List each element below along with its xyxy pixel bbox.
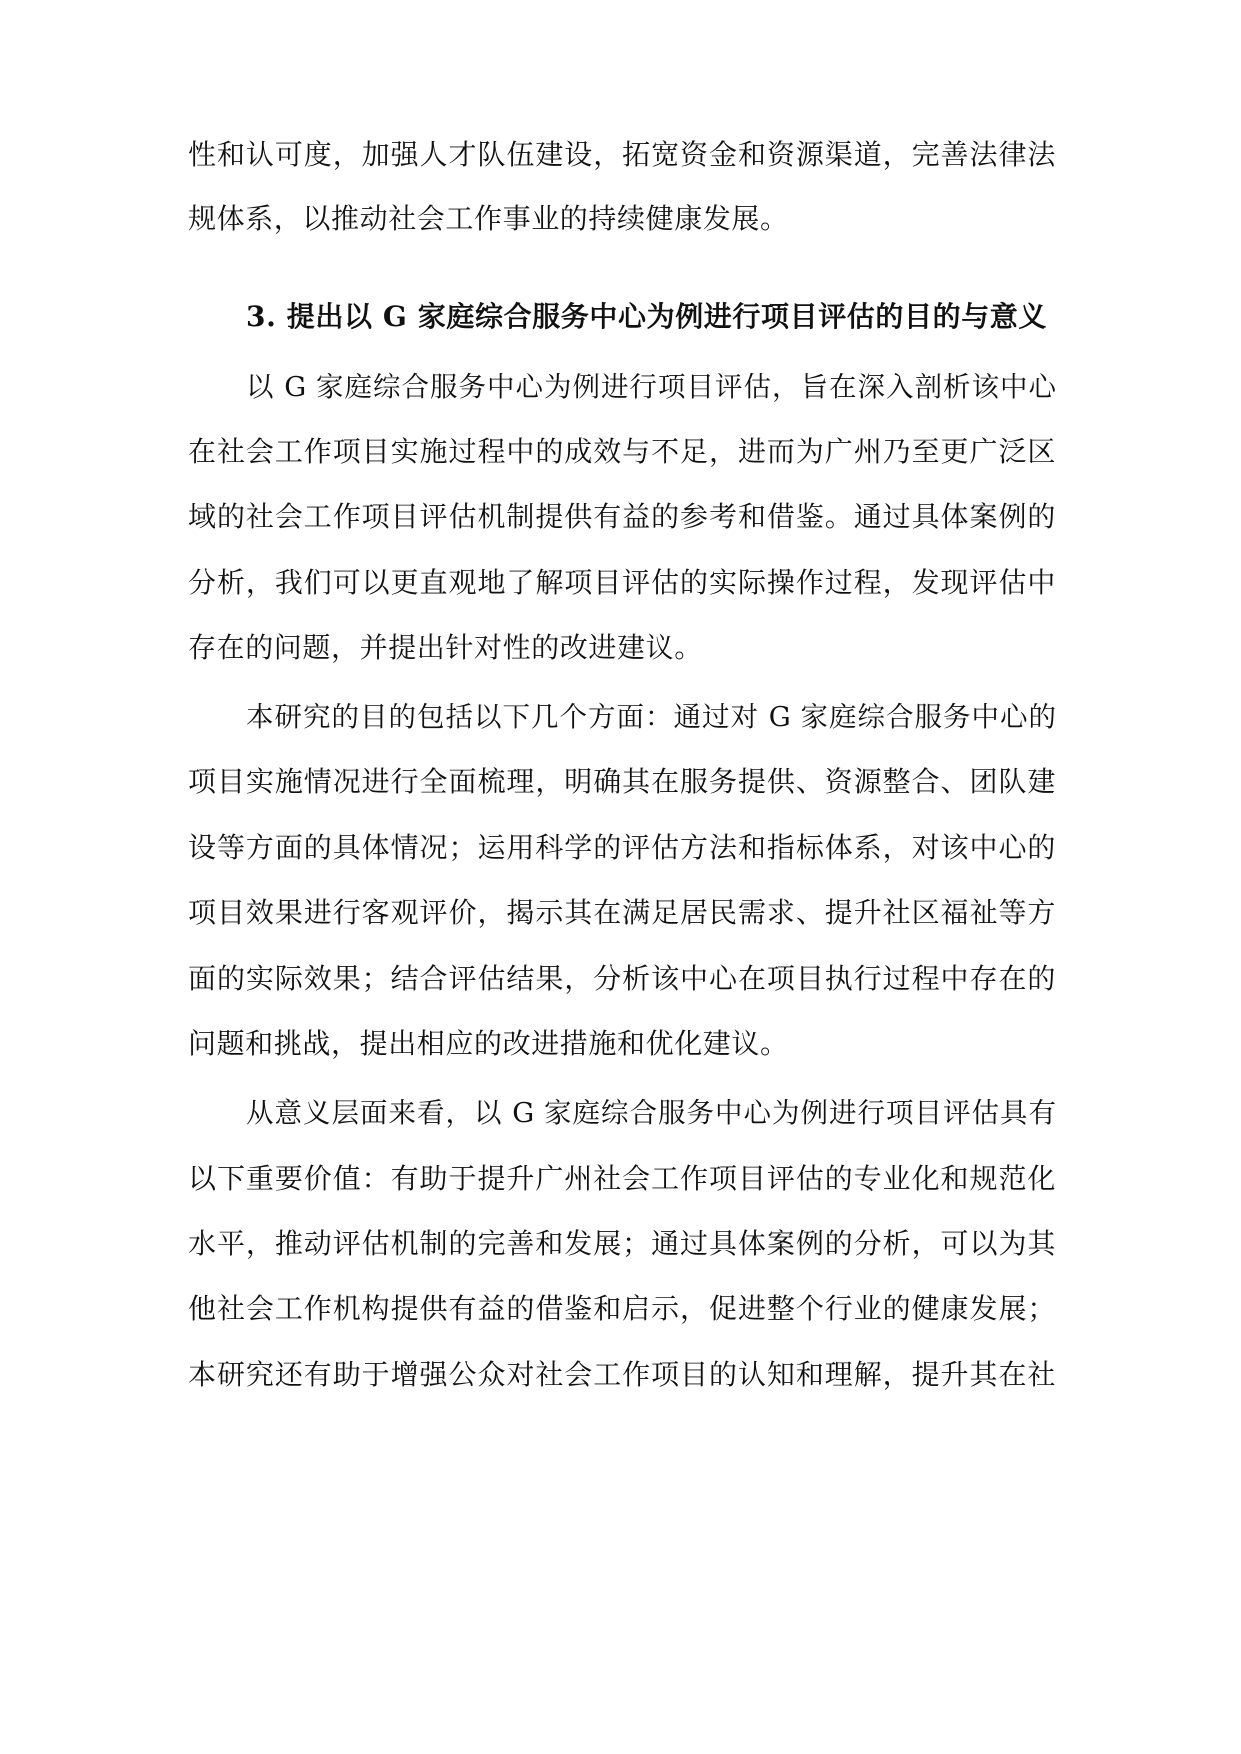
text-line: 本研究的目的包括以下几个方面：通过对 G 家庭综合服务中心的	[246, 701, 1056, 733]
text-line: 项目实施情况进行全面梳理，明确其在服务提供、资源整合、团队建	[188, 765, 1056, 798]
text-line: 在社会工作项目实施过程中的成效与不足，进而为广州乃至更广泛区	[188, 435, 1056, 468]
text-line: 面的实际效果；结合评估结果，分析该中心在项目执行过程中存在的	[188, 962, 1056, 995]
text-line: 存在的问题，并提出针对性的改进建议。	[188, 631, 703, 664]
text-line: 域的社会工作项目评估机制提供有益的参考和借鉴。通过具体案例的	[188, 500, 1056, 533]
text-line: 本研究还有助于增强公众对社会工作项目的认知和理解，提升其在社	[188, 1358, 1056, 1391]
text-line: 分析，我们可以更直观地了解项目评估的实际操作过程，发现评估中	[188, 566, 1056, 599]
text-line: 从意义层面来看，以 G 家庭综合服务中心为例进行项目评估具有	[246, 1097, 1056, 1129]
text-line: 规体系，以推动社会工作事业的持续健康发展。	[188, 202, 789, 235]
text-line: 水平，推动评估机制的完善和发展；通过具体案例的分析，可以为其	[188, 1227, 1056, 1260]
text-line: 以下重要价值：有助于提升广州社会工作项目评估的专业化和规范化	[188, 1162, 1056, 1195]
text-line: 问题和挑战，提出相应的改进措施和优化建议。	[188, 1027, 789, 1060]
text-line: 项目效果进行客观评价，揭示其在满足居民需求、提升社区福祉等方	[188, 896, 1056, 929]
text-line: 他社会工作机构提供有益的借鉴和启示，促进整个行业的健康发展；	[188, 1292, 1056, 1325]
text-line: 设等方面的具体情况；运用科学的评估方法和指标体系，对该中心的	[188, 831, 1056, 864]
text-line: 以 G 家庭综合服务中心为例进行项目评估，旨在深入剖析该中心	[246, 371, 1056, 403]
text-line: 性和认可度，加强人才队伍建设，拓宽资金和资源渠道，完善法律法	[188, 138, 1056, 171]
section-heading: 3. 提出以 G 家庭综合服务中心为例进行项目评估的目的与意义	[246, 300, 1047, 333]
